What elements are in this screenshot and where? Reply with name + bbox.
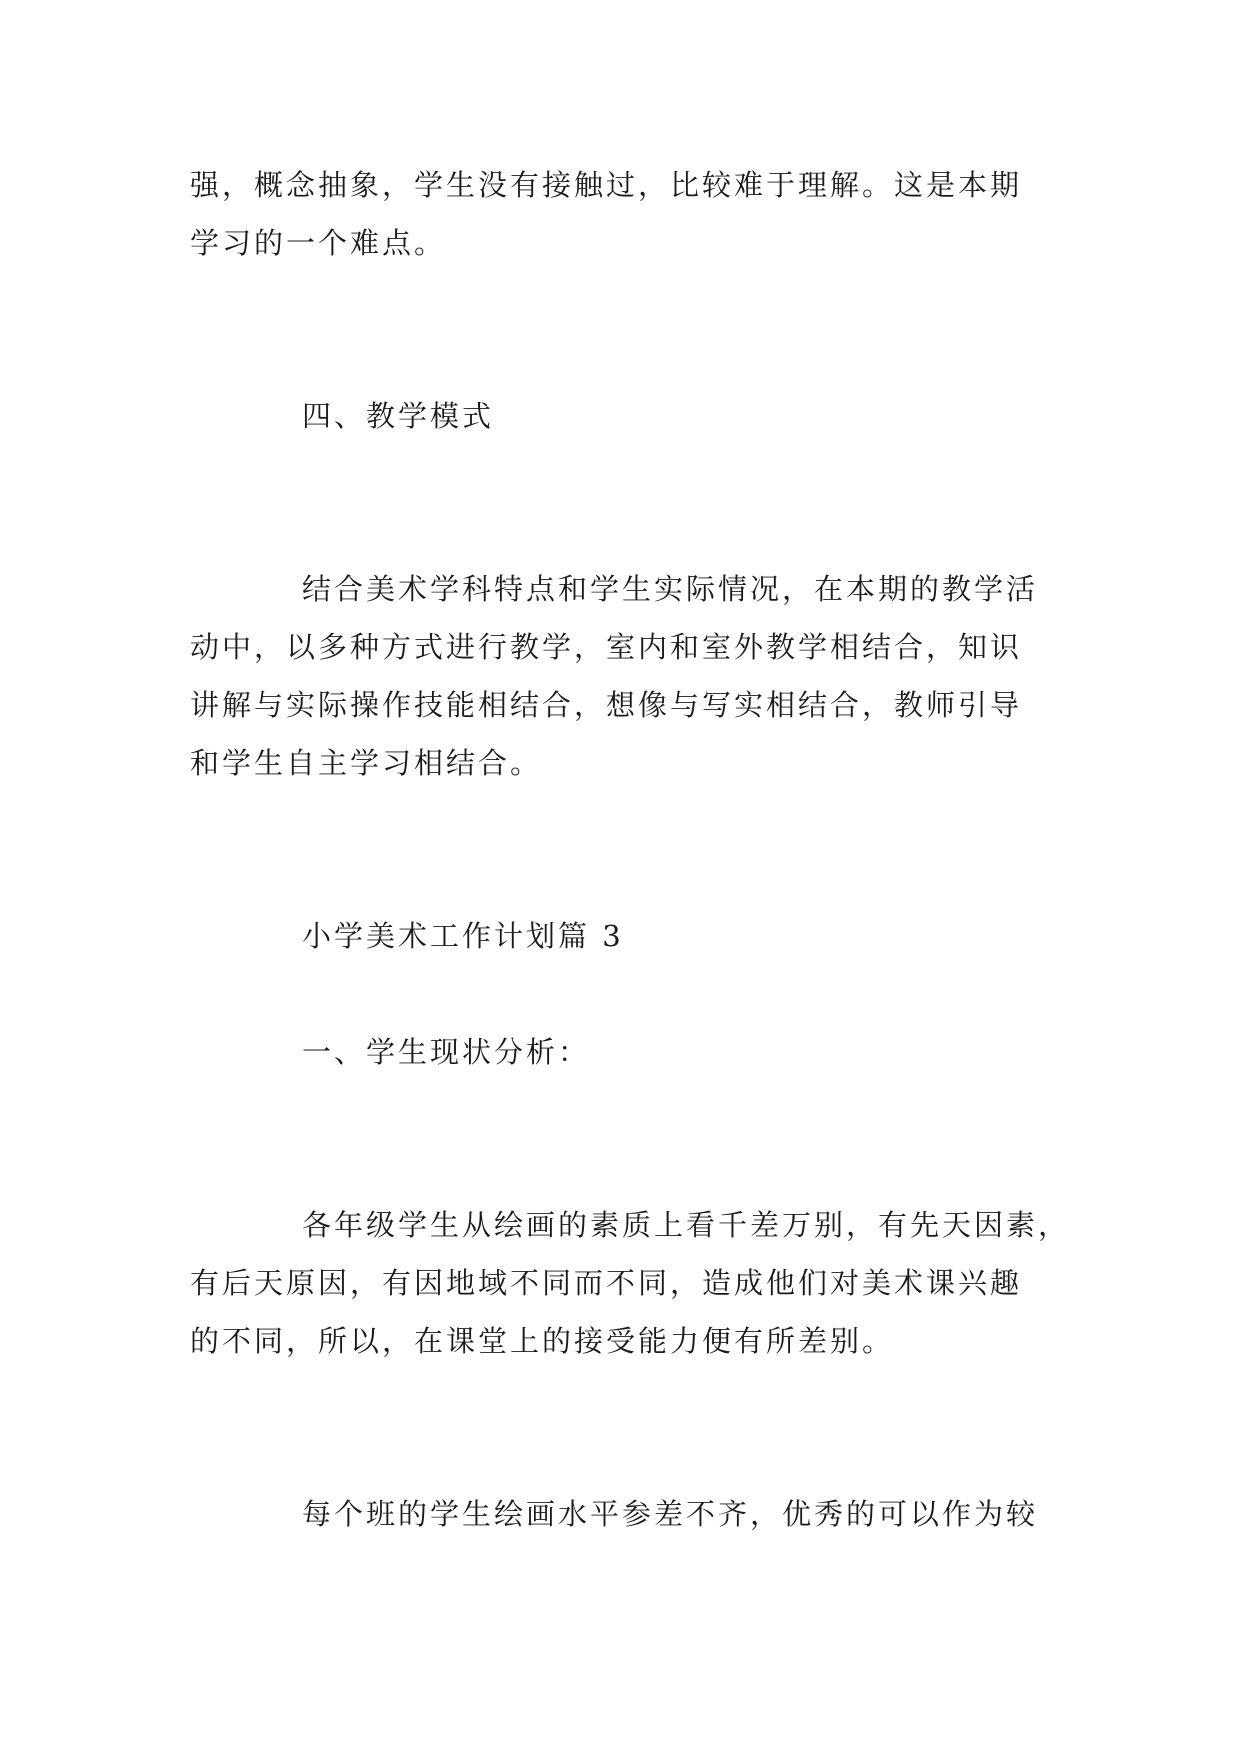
paragraph-1-line-1: 强，概念抽象，学生没有接触过，比较难于理解。这是本期 — [190, 168, 1023, 202]
paragraph-2-line-3: 讲解与实际操作技能相结合，想像与写实相结合，教师引导 — [190, 688, 1023, 722]
paragraph-2-line-2: 动中，以多种方式进行教学，室内和室外教学相结合，知识 — [190, 630, 1023, 664]
paragraph-2-line-1: 结合美术学科特点和学生实际情况，在本期的教学活 — [302, 572, 1039, 606]
paragraph-3-line-1: 各年级学生从绘画的素质上看千差万别，有先天因素， — [302, 1208, 1071, 1242]
heading-student-analysis: 一、学生现状分析： — [302, 1035, 591, 1069]
paragraph-2-line-4: 和学生自主学习相结合。 — [190, 746, 543, 780]
section-title: 小学美术工作计划篇 3 — [302, 919, 624, 953]
paragraph-3-line-2: 有后天原因，有因地域不同而不同，造成他们对美术课兴趣 — [190, 1266, 1023, 1300]
paragraph-4-line-1: 每个班的学生绘画水平参差不齐，优秀的可以作为较 — [302, 1497, 1039, 1531]
paragraph-1-line-2: 学习的一个难点。 — [190, 226, 447, 260]
heading-teaching-mode: 四、教学模式 — [302, 399, 495, 433]
paragraph-3-line-3: 的不同，所以，在课堂上的接受能力便有所差别。 — [190, 1324, 895, 1358]
